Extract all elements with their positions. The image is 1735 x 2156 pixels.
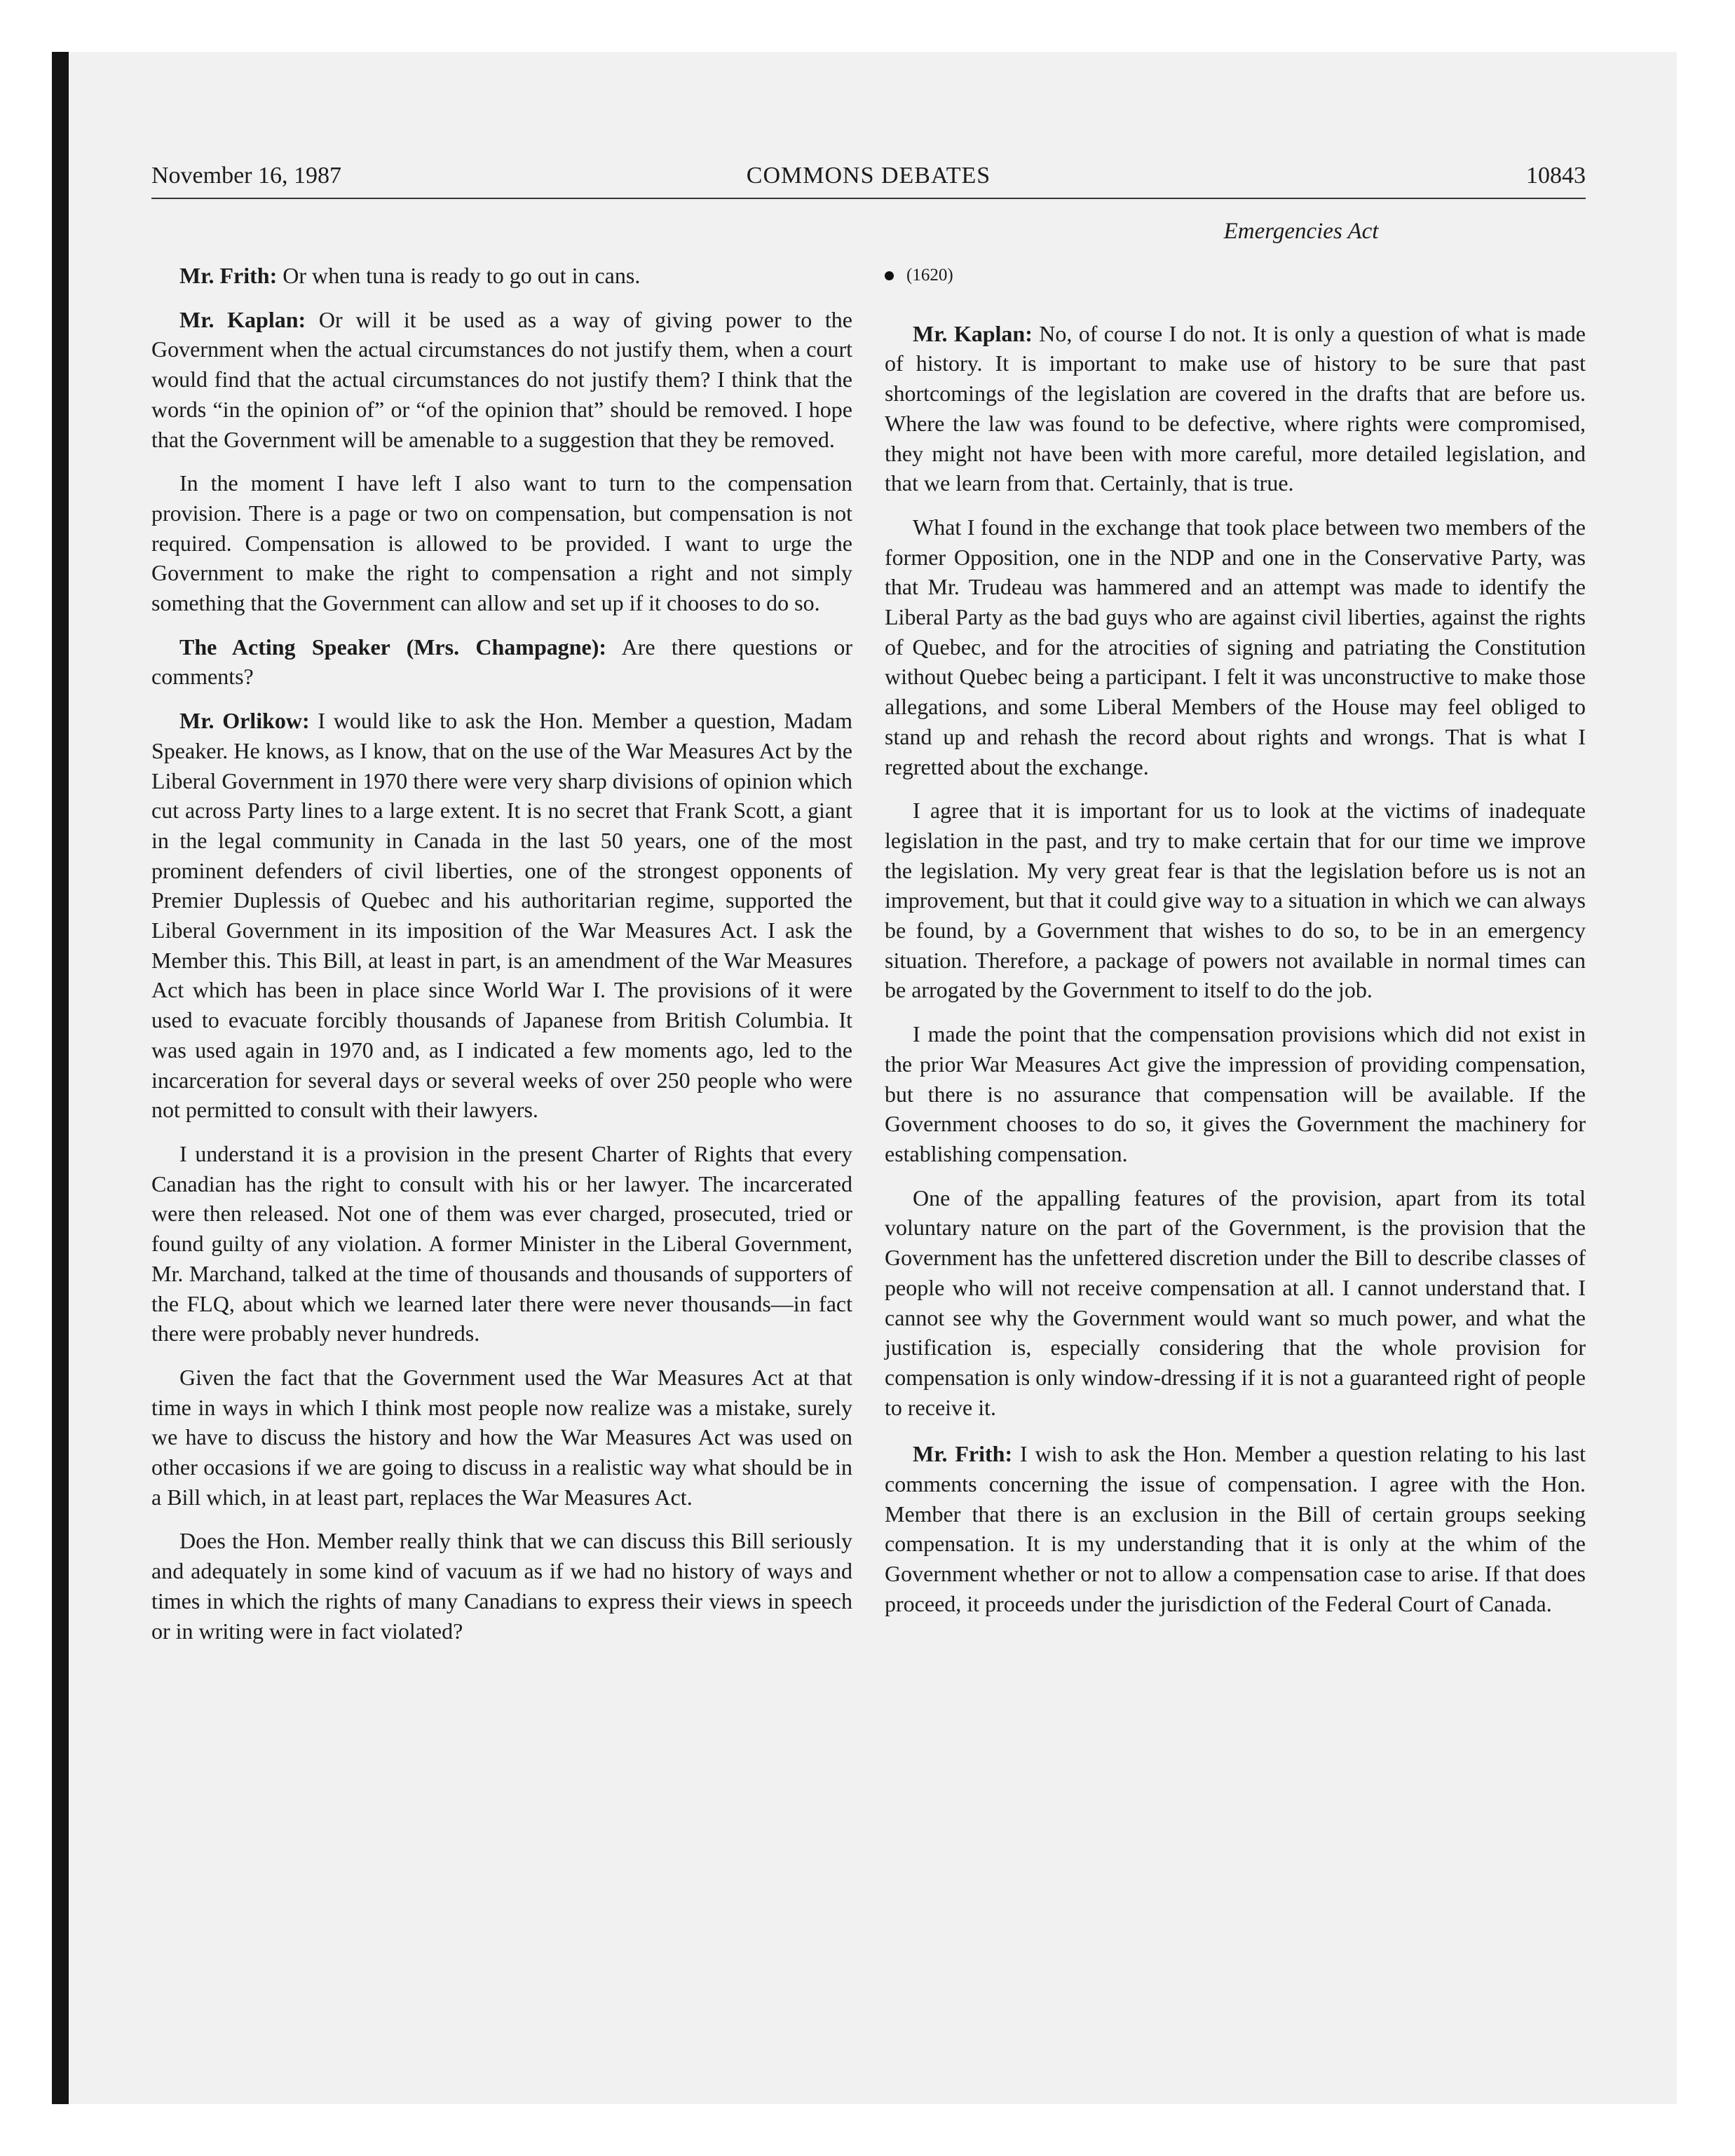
paragraph [151,1139,852,1349]
header-page-number: 10843 [1526,163,1586,189]
header-rule [151,198,1586,199]
paragraph [151,305,852,455]
paragraph [151,468,852,618]
time-marker [885,261,1586,291]
speaker-name: The Acting Speaker (Mrs. Champagne): [179,634,607,660]
paragraph [885,512,1586,782]
paragraph [885,1439,1586,1618]
timestamp-text: (1620) [906,266,953,285]
speaker-name: Mr. Kaplan: [913,320,1033,346]
paragraph-text: I understand it is a provision in the present Charter of Rights that every Canadian has the right to consult with his or her lawyer. The incarcerated were then released. Not one of them was ever charged, prosecuted, tried or found guilty of any violation. A former Minister in the Liberal Government, Mr. Marchand, talked at the time of thousands and thousands of supporters of the FLQ, about which we learned later there were never thousands—in fact there were probably never hundreds. [151,1140,852,1346]
paragraph-text: I made the point that the compensation provisions which did not exist in the prior War Measures Act give the impression of providing compensation, but there is no assurance that compensation will be available. If the Government chooses to do so, it gives the Government the machinery for establishing compensation. [885,1021,1586,1166]
scan-edge-shadow [52,52,69,2104]
speaker-name: Mr. Frith: [913,1441,1013,1467]
speaker-name: Mr. Orlikow: [179,708,310,734]
paragraph [885,1183,1586,1423]
paragraph-text: Given the fact that the Government used the War Measures Act at that time in ways in which I think most people now realize was a mistake, surely we have to discuss the history and how the War Measures Act was used on other occasions if we are going to discuss in a realistic way what should be in a Bill which, in at least part, replaces the War Measures Act. [151,1364,852,1510]
paragraph-text: I wish to ask the Hon. Member a question relating to his last comments concerning the issue of compensation. I agree with the Hon. Member that there is an exclusion in the Bill of certain groups seeking compensation. It is my understanding that it is only at the whim of the Government whether or not to allow a compensation case to arise. If that does proceed, it proceeds under the jurisdiction of the Federal Court of Canada. [885,1441,1586,1616]
paragraph-text: Or will it be used as a way of giving power to the Government when the actual circumstances do not justify them, when a court would find that the actual circumstances do not justify them? I think that the words “in the opinion of” or “of the opinion that” should be removed. I hope that the Government will be amenable to a suggestion that they be removed. [151,306,853,452]
bullet-icon [885,271,894,280]
header-title: COMMONS DEBATES [746,163,991,189]
paragraph [151,706,852,1125]
paragraph-text: What I found in the exchange that took place between two members of the former Opposition, one in the NDP and one in the Conservative Party, was that Mr. Trudeau was hammered and an attempt was made to identify the Liberal Party as the bad guys who are against civil liberties, against the rights of Quebec, and for the atrocities of signing and patriating the Constitution without Quebec being a participant. I felt it was unconstructive to make those allegations, and some Liberal Members of the House may feel obliged to stand up and rehash the record about rights and wrongs. That is what I regretted about the exchange. [885,514,1586,779]
paragraph-text: In the moment I have left I also want to turn to the compensation provision. There is a page or two on compensation, but compensation is not required. Compensation is allowed to be provided. I want to urge the Government to make the right to compensation a right and not simply something that the Government can allow and set up if it chooses to do so. [151,470,852,616]
running-head: Emergencies Act [1223,219,1379,244]
paragraph [885,1019,1586,1169]
paragraph [151,261,852,291]
header-date: November 16, 1987 [151,163,342,189]
right-column [885,261,1586,1633]
paragraph-text: Does the Hon. Member really think that we can discuss this Bill seriously and adequately in some kind of vacuum as if we had no history of ways and times in which the rights of many Canadians to express their views in speech or in writing were in fact violated? [151,1528,852,1644]
document-page [151,163,1586,1985]
speaker-name: Mr. Frith: [179,263,278,288]
paragraph-text: Are there questions or comments? [151,634,853,690]
page-header [151,163,1586,195]
paragraph [885,319,1586,498]
paragraph-text: Or when tuna is ready to go out in cans. [277,263,641,288]
paragraph [151,1526,852,1646]
paragraph-text: I would like to ask the Hon. Member a question, Madam Speaker. He knows, as I know, that on the use of the War Measures Act by the Liberal Government in 1970 there were very sharp divisions of opinion which cut across Party lines to a large extent. It is no secret that Frank Scott, a giant in the legal community in Canada in the last 50 years, one of the most prominent defenders of civil liberties, one of the strongest opponents of Premier Duplessis of Quebec and his authoritarian regime, supported the Liberal Government in its imposition of the War Measures Act. I ask the Member this. This Bill, at least in part, is an amendment of the War Measures Act which has been in place since World War I. The provisions of it were used to evacuate forcibly thousands of Japanese from British Columbia. It was used again in 1970 and, as I indicated a few moments ago, led to the incarceration for several days or several weeks of over 250 people who were not permitted to consult with their lawyers. [151,708,853,1123]
paragraph [885,796,1586,1005]
paragraph [151,1363,852,1513]
paragraph-text: I agree that it is important for us to look at the victims of inadequate legislation in the past, and try to make certain that for our time we improve the legislation. My very great fear is that the legislation before us is not an improvement, but that it could give way to a situation in which we can always be found, by a Government that wishes to do so, to be in an emergency situation. Therefore, a package of powers not available in normal times can be arrogated by the Government to itself to do the job. [885,798,1586,1003]
paragraph-text: No, of course I do not. It is only a question of what is made of history. It is important to make use of history to be sure that past shortcomings of the legislation are covered in the drafts that are before us. Where the law was found to be defective, where rights were compromised, they might not have been with more careful, more detailed legislation, and that we learn from that. Certainly, that is true. [885,320,1586,496]
paragraph [151,632,852,692]
left-column [151,261,852,1660]
paragraph-text: One of the appalling features of the provision, apart from its total voluntary nature on the part of the Government, is the provision that the Government has the unfettered discretion under the Bill to describe classes of people who will not receive compensation at all. I cannot understand that. I cannot see why the Government would want so much power, and what the justification is, especially considering that the whole provision for compensation is only window-dressing if it is not a guaranteed right of people to receive it. [885,1185,1586,1420]
speaker-name: Mr. Kaplan: [179,306,306,332]
